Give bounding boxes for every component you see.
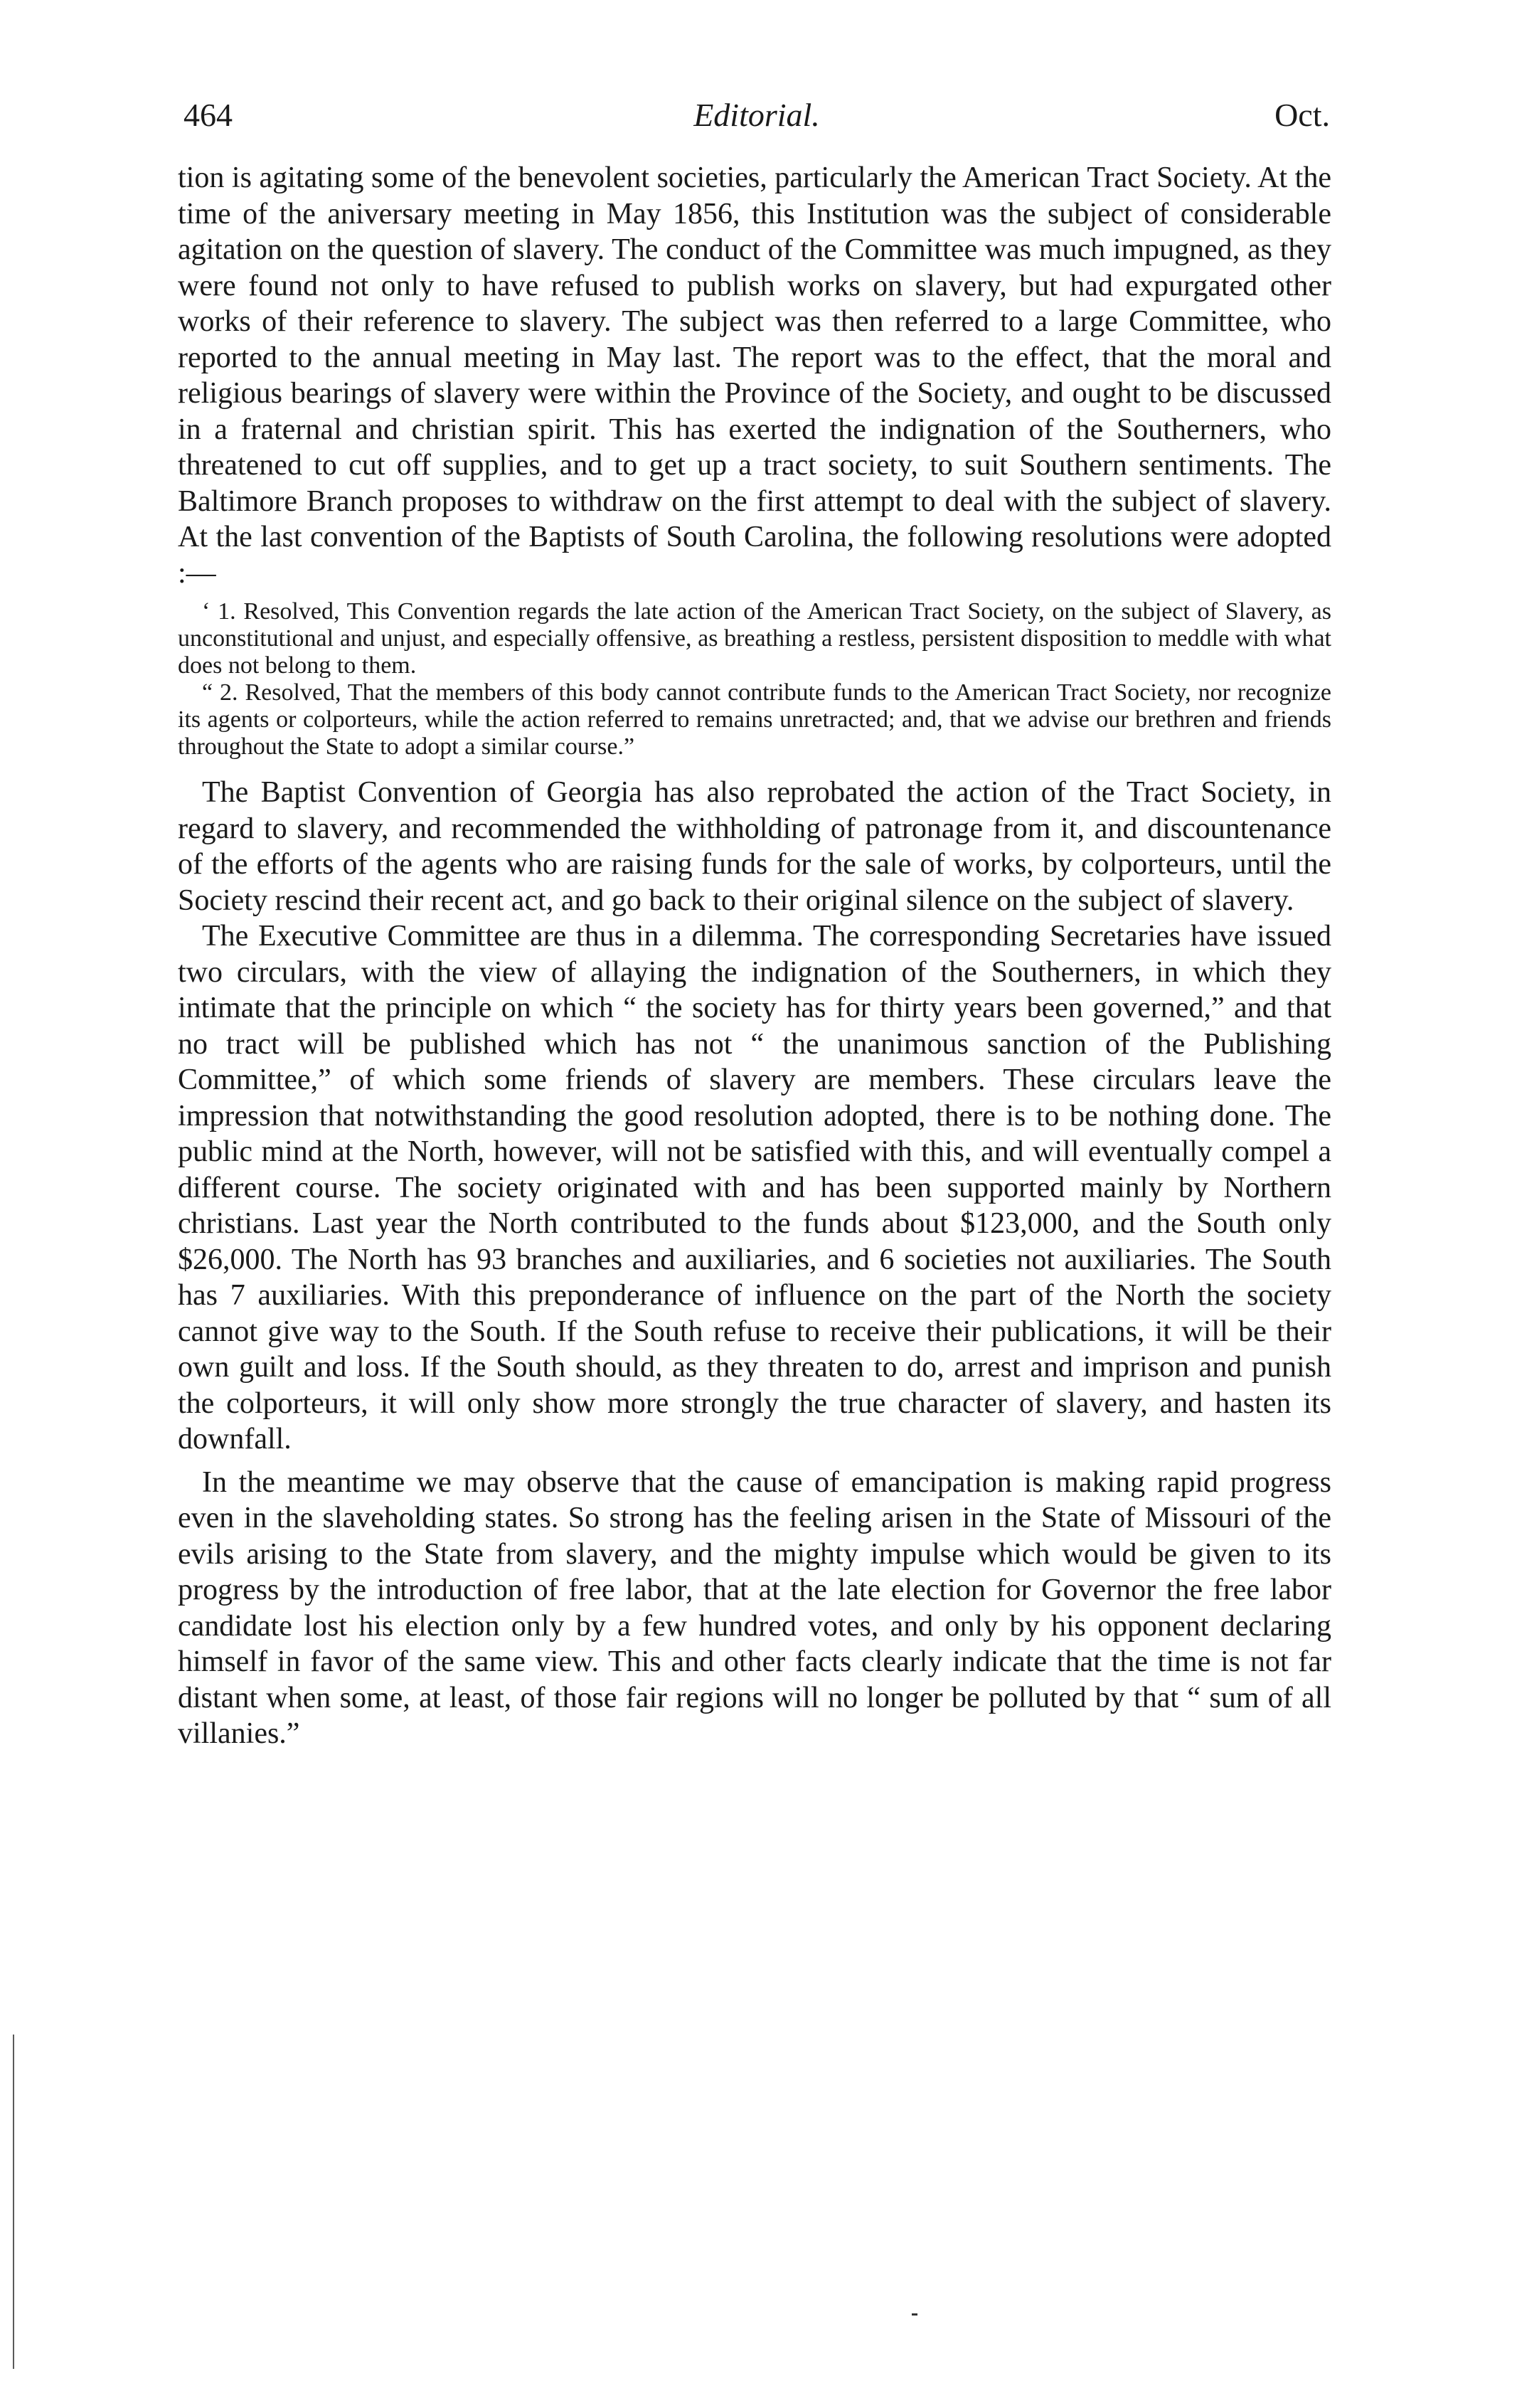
paragraph-tract-society-agitation: tion is agitating some of the benevolent societies, particularly the American Tract Society. At the time of the aniversary meeting in May 1856, this Institution was the subject of considerable agitation on the question of slavery. The conduct of the Committee was much impugned, as they were found not only to have refused to publish works on slavery, but had expurgated other works of their reference to slavery. The subject was then referred to a large Committee, who reported to the annual meeting in May last. The report was to the effect, that the moral and religious bearings of slavery were within the Province of the Society, and ought to be discussed in a fraternal and christian spirit. This has exerted the indignation of the Southerners, who threatened to cut off supplies, and to get up a tract society, to suit Southern sentiments. The Baltimore Branch proposes to withdraw on the first attempt to deal with the subject of slavery. At the last convention of the Baptists of South Carolina, the following resolutions were adopted :— xyxy=(178,161,1331,590)
article-body xyxy=(178,160,1331,1752)
page-header xyxy=(183,87,1330,144)
paragraph-executive-committee: The Executive Committee are thus in a dilemma. The corresponding Secretaries have issued two circulars, with the view of allaying the indignation of the Southerners, in which they intimate that the principle on which “ the society has for thirty years been governed,” and that no tract will be published which has not “ the unanimous sanction of the Publishing Committee,” of which some friends of slavery are members. These circulars leave the impression that notwithstanding the good resolution adopted, there is to be nothing done. The public mind at the North, however, will not be satisfied with this, and will eventually compel a different course. The society originated with and has been supported mainly by Northern christians. Last year the North contributed to the funds about $123,000, and the South only $26,000. The North has 93 branches and auxiliaries, and 6 societies not auxiliaries. The South has 7 auxiliaries. With this preponderance of influence on the part of the North the society cannot give way to the South. If the South refuse to receive their publications, it will be their own guilt and loss. If the South should, as they threaten to do, arrest and imprison and punish the colporteurs, it will only show more strongly the true character of slavery, and hasten its downfall. xyxy=(178,920,1331,1455)
page-foot-mark xyxy=(912,2313,917,2316)
resolution-quote-2: “ 2. Resolved, That the members of this body cannot contribute funds to the American Tract Society, nor recognize its agents or colporteurs, while the action referred to remains unretracted; and, that we advise our brethren and friends throughout the State to adopt a similar course.” xyxy=(178,679,1331,760)
resolution-quote-1: ‘ 1. Resolved, This Convention regards the late action of the American Tract Society, on the subject of Slavery, as unconstitutional and unjust, and especially offensive, as breathing a restless, persistent disposition to meddle with what does not belong to them. xyxy=(178,598,1331,679)
running-title: Editorial. xyxy=(693,97,820,133)
margin-binding-mark xyxy=(13,2035,14,2369)
paragraph-emancipation-progress: In the meantime we may observe that the cause of emancipation is making rapid progress even in the slaveholding states. So strong has the feeling arisen in the State of Missouri of the evils arising to the State from slavery, and the mighty impulse which would be given to its progress by the introduction of free labor, that at the late election for Governor the free labor candidate lost his election only by a few hundred votes, and only by his opponent declaring himself in favor of the same view. This and other facts clearly indicate that the time is not far distant when some, at least, of those fair regions will no longer be polluted by that “ sum of all villanies.” xyxy=(178,1465,1331,1750)
header-month: Oct. xyxy=(1274,97,1330,133)
paragraph-georgia-convention: The Baptist Convention of Georgia has also reprobated the action of the Tract Society, in regard to slavery, and recommended the withholding of patronage from it, and discountenance of the efforts of the agents who are raising funds for the sale of works, by colporteurs, until the Society rescind their recent act, and go back to their original silence on the subject of slavery. xyxy=(178,776,1331,917)
page-number: 464 xyxy=(183,97,233,133)
